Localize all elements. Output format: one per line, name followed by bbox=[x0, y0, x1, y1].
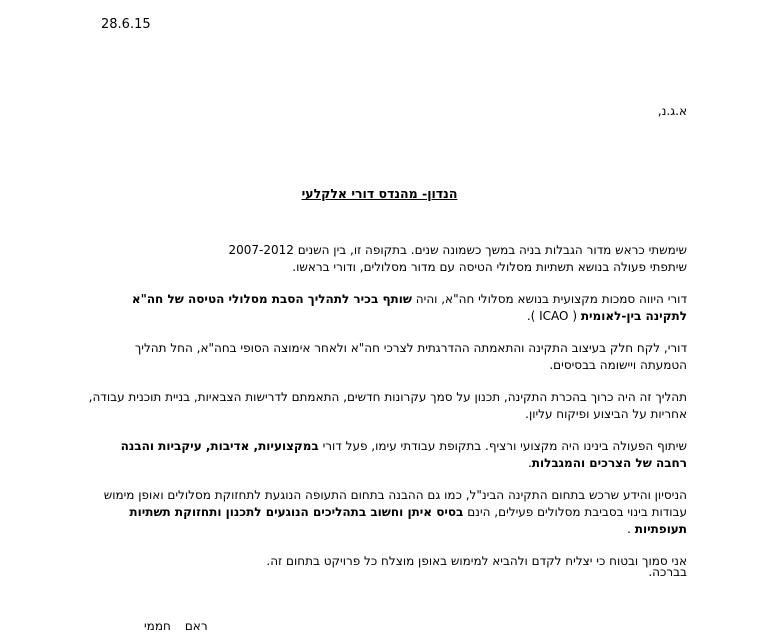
salutation: א.ג.נ, bbox=[657, 104, 687, 118]
paragraph-6-text: הניסיון והידע שרכש בתחום התקינה הבינ"ל, כמו גם ההבנה בתחום התעופה הנוגעת לתחזוקת מסלולים ואופן מימוש עבודות בינוי בסביבת מסלולים פעילים, הינם bbox=[103, 488, 687, 519]
letter-body bbox=[87, 242, 687, 585]
years-range: 2007-2012 bbox=[228, 243, 294, 257]
paragraph-1-text: שימשתי כראש מדור הגבלות בניה במשך כשמונה שנים. בתקופה זו, בין השנים bbox=[293, 243, 687, 257]
letter-date: 28.6.15 bbox=[101, 17, 151, 32]
signature bbox=[130, 619, 208, 633]
paragraph-2-bold: שותף בכיר לתהליך הסבת מסלולי הטיסה של חה"א לתקינה בין-לאומית bbox=[131, 292, 687, 323]
paragraph-5-text: שיתוף הפעולה בינינו היה מקצועי ורציף. בתקופת עבודתי עימו, פעל דורי bbox=[318, 439, 687, 453]
icao-label: ( ICAO ). bbox=[526, 309, 581, 323]
paragraph-6 bbox=[87, 487, 687, 538]
paragraph-5-end: . bbox=[527, 456, 532, 470]
paragraph-3: דורי, לקח חלק בעיצוב התקינה והתאמתה ההדרגתית לצרכי חה"א ולאחר אימוצה הסופי בחה"א, החל תהליך הטמעתה ויישומה בבסיסים. bbox=[134, 341, 687, 372]
paragraph-5 bbox=[87, 438, 687, 472]
paragraph-2-text: דורי היווה סמכות מקצועית בנושא מסלולי חה"א, והיה bbox=[411, 292, 687, 306]
signature-first-name: ראם bbox=[184, 619, 208, 633]
paragraph-6-end: . bbox=[627, 522, 635, 536]
paragraph-4: תהליך זה היה כרוך בהכרת התקינה, תכנון על סמך עקרונות חדשים, התאמתם לדרישות הצבאיות, בניית תוכנית עבודה, אחריות על הביצוע ופיקוח עליון. bbox=[88, 390, 687, 421]
closing-line: בברכה. bbox=[648, 565, 687, 579]
paragraph-1 bbox=[87, 242, 687, 276]
paragraph-2 bbox=[87, 291, 687, 325]
paragraph-7: אני סמוך ובטוח כי יצליח לקדם ולהביא למימוש באופן מוצלח כל פרויקט בתחום זה. bbox=[266, 554, 687, 568]
paragraph-5-bold: במקצועיות, אדיבות, עיקביות והבנה רחבה של הצרכים והמגבלות bbox=[120, 439, 687, 470]
signature-last-name: חממי bbox=[144, 619, 171, 633]
subject-line: הנדון- מהנדס דורי אלקלעי bbox=[301, 186, 458, 201]
paragraph-6-bold: בסיס איתן וחשוב בתהליכים הנוגעים לתכנון ותחזוקת תשתיות תעופתיות bbox=[129, 505, 687, 536]
paragraph-1-line2: שיתפתי פעולה בנושא תשתיות מסלולי הטיסה עם מדור מסלולים, ודורי בראשו. bbox=[292, 260, 687, 274]
